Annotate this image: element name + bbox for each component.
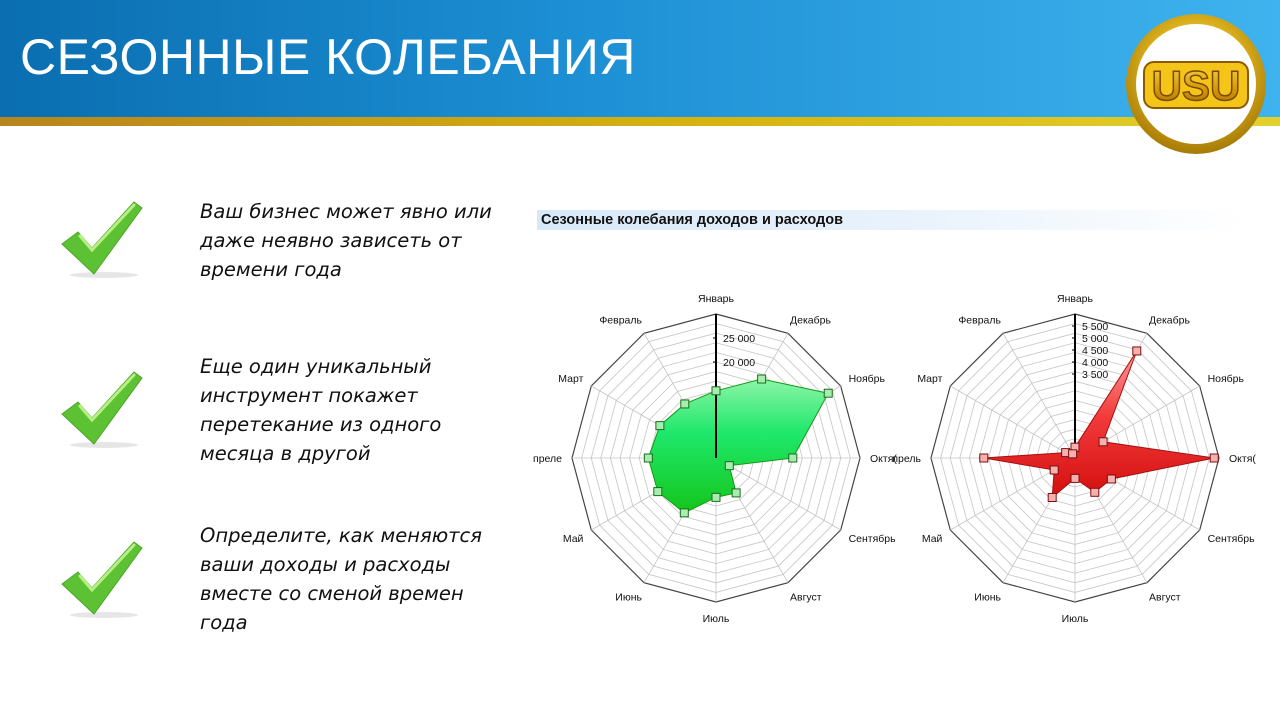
category-label: Июнь <box>974 591 1001 604</box>
category-label: Октя( <box>870 453 897 465</box>
data-point <box>824 389 832 397</box>
category-label: Октя( <box>1229 453 1256 465</box>
income-radar-chart <box>533 268 917 625</box>
checkmark-icon <box>56 196 152 280</box>
category-label: Май <box>562 533 584 545</box>
category-label: Январь <box>1057 293 1093 305</box>
data-point <box>644 454 652 462</box>
data-point <box>758 375 766 383</box>
data-point <box>789 454 797 462</box>
category-label: Сентябрь <box>1207 533 1255 545</box>
category-label: Август <box>790 591 822 604</box>
bullet-text-2: Еще один уникальный инструмент покажет перетекание из одного месяца в другой <box>200 355 442 465</box>
category-label: Июнь <box>615 591 642 604</box>
data-point <box>654 488 662 496</box>
data-point <box>1210 454 1218 462</box>
category-label: Май <box>921 533 943 545</box>
category-label: прель <box>892 453 921 465</box>
chart-title: Сезонные колебания доходов и расходов <box>537 210 1247 230</box>
category-label: Август <box>1149 591 1181 604</box>
category-label: Июль <box>702 613 730 625</box>
logo-text: USU <box>1151 62 1241 109</box>
data-point <box>1071 474 1079 482</box>
data-point <box>656 422 664 430</box>
grid-spoke <box>950 386 1075 458</box>
data-point <box>712 387 720 395</box>
category-label: Март <box>558 373 584 385</box>
data-point <box>980 454 988 462</box>
tick-label: 20 000 <box>723 357 756 369</box>
data-point <box>732 489 740 497</box>
grid-spoke <box>1003 333 1075 458</box>
bullet-text-1: Ваш бизнес может явно или даже неявно зависеть от времени года <box>200 200 492 281</box>
expense-radar-chart <box>892 268 1258 625</box>
category-label: преле <box>533 453 562 465</box>
data-point <box>712 493 720 501</box>
bullet-text-3: Определите, как меняются ваши доходы и расходы вместе со сменой времен года <box>200 524 482 634</box>
category-label: Февраль <box>958 314 1001 327</box>
category-label: Ноябрь <box>1207 373 1245 385</box>
data-point <box>1099 438 1107 446</box>
data-point <box>1107 475 1115 483</box>
usu-logo <box>1124 12 1268 156</box>
tick-label: 25 000 <box>723 333 756 345</box>
tick-label: 4 500 <box>1082 345 1109 357</box>
category-label: Июль <box>1061 613 1089 625</box>
tick-label: 4 000 <box>1082 357 1109 369</box>
category-label: Март <box>917 373 943 385</box>
header-stripe <box>0 117 1280 126</box>
data-point <box>680 509 688 517</box>
category-label: Январь <box>698 293 734 305</box>
data-point <box>725 462 733 470</box>
tick-label: 5 000 <box>1082 333 1109 345</box>
data-point <box>1050 466 1058 474</box>
category-label: Февраль <box>599 314 642 327</box>
data-point <box>681 400 689 408</box>
page-title: СЕЗОННЫЕ КОЛЕБАНИЯ <box>20 29 636 85</box>
data-point <box>1091 488 1099 496</box>
checkmark-icon <box>56 366 152 450</box>
tick-label: 3 500 <box>1082 369 1109 381</box>
category-label: Сентябрь <box>848 533 896 545</box>
data-point <box>1133 347 1141 355</box>
category-label: Ноябрь <box>848 373 886 385</box>
tick-label: 5 500 <box>1082 321 1109 333</box>
category-label: Декабрь <box>790 314 831 327</box>
category-label: Декабрь <box>1149 314 1190 327</box>
data-point <box>1069 450 1077 458</box>
data-point <box>1048 493 1056 501</box>
checkmark-icon <box>56 536 152 620</box>
